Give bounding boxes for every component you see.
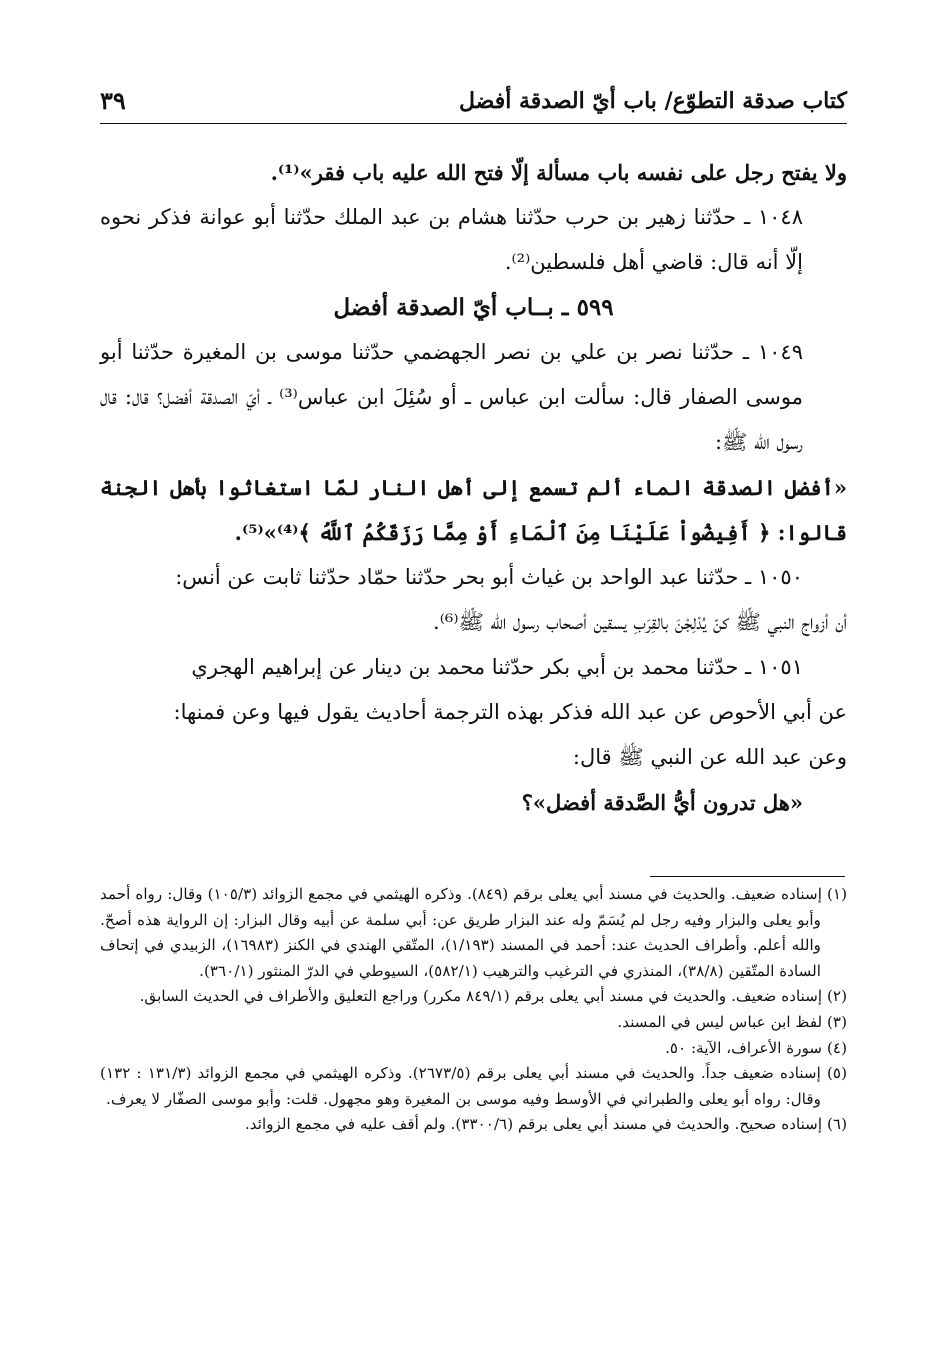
footnote-2: (٢) إسناده ضعيف. والحديث في مسند أبي يعلى برقم (٨٤٩/١ مكرر) وراجع التعليق والأطراف في الحديث السابق.: [139, 987, 847, 1006]
header-rule: [100, 123, 847, 124]
footnote-6: (٦) إسناده صحيح. والحديث في مسند أبي يعلى برقم (٣٣٠٠/٦). ولم أقف عليه في مجمع الزوائد.: [244, 1115, 847, 1134]
chapter-heading: ٥٩٩ ـ بــاب أيّ الصدقة أفضل: [333, 294, 614, 321]
footnote-3: (٣) لفظ ابن عباس ليس في المسند.: [617, 1012, 847, 1031]
hadith-1051-line3: وعن عبد الله عن النبي ﷺ قال:: [572, 745, 847, 769]
header-title: كتاب صدقة التطوّع/ باب أيّ الصدقة أفضل: [458, 88, 847, 114]
footnote-4: (٤) سورة الأعراف، الآية: ٥٠.: [665, 1038, 847, 1057]
page-number: ٣٩: [100, 86, 126, 115]
hadith-1050-quote: أن أزواج النبي ﷺ كنّ يُدْلِجْنَ بالقِرَبِ يسقين أصحاب رسول الله ﷺ⁽⁶⁾.: [433, 610, 847, 634]
hadith-1049: ١٠٤٩ ـ حدّثنا نصر بن علي بن نصر الجهضمي حدّثنا موسى بن المغيرة حدّثنا أبو موسى الصفار قال: سألت ابن عباس ـ أو سُئِلَ ابن عباس⁽³⁾ ـ أيّ الصدقة أفضل؟ قال: قال رسول الله ﷺ:: [100, 340, 803, 454]
hadith-1050: ١٠٥٠ ـ حدّثنا عبد الواحد بن غياث أبو بحر حدّثنا حمّاد حدّثنا ثابت عن أنس:: [175, 565, 803, 589]
hadith-1049-quote: «أفضل الصدقة الماء ألم تسمع إلى أهل النار لمّا استغاثوا بأهل الجنة قالوا: ﴿ أَفِيضُواْ عَلَيْنَا مِنَ ٱلْمَاءِ أَوْ مِمَّا رَزَقَكُمُ ٱللَّهُ ﴾⁽⁴⁾»⁽⁵⁾.: [100, 475, 847, 545]
hadith-1051-quote: «هل تدرون أيُّ الصَّدقة أفضل»؟: [521, 790, 803, 815]
main-text: [100, 150, 847, 825]
hadith-1051-line2: عن أبي الأحوص عن عبد الله فذكر بهذه الترجمة أحاديث يقول فيها وعن فمنها:: [173, 700, 847, 724]
footnote-5: (٥) إسناده ضعيف جداً. والحديث في مسند أبي يعلى برقم (٢٦٧٣/٥). وذكره الهيثمي في مجمع الزوائد (١٣١/٣ : ١٣٢) وقال: رواه أبو يعلى والطبراني في الأوسط وفيه موسى بن المغيرة وهو مجهول. قلت: وأبو موسى الصفّار لا يعرف.: [100, 1064, 848, 1108]
footnote-separator: [650, 876, 845, 877]
running-header: [100, 84, 847, 124]
hadith-continuation: ولا يفتح رجل على نفسه باب مسألة إلّا فتح الله عليه باب فقر»⁽¹⁾.: [270, 160, 847, 185]
hadith-1048: ١٠٤٨ ـ حدّثنا زهير بن حرب حدّثنا هشام بن عبد الملك حدّثنا أبو عوانة فذكر نحوه إلّا أنه قال: قاضي أهل فلسطين⁽²⁾.: [100, 205, 803, 274]
footnote-1: (١) إسناده ضعيف. والحديث في مسند أبي يعلى برقم (٨٤٩). وذكره الهيثمي في مجمع الزوائد (١٠٥/٣) وقال: رواه أحمد وأبو يعلى والبزار وفيه رجل لم يُسَمّ وله عند البزار طريق عن: أبي سلمة عن أبيه وقال البزار: إن الرواية هذه أصحّ. والله أعلم. وأطراف الحديث عند: أحمد في المسند (١/١٩٣)، المتّقي الهندي في الكنز (١٦٩٨٣)، الزبيدي في إتحاف السادة المتّقين (٣٨/٨)، المنذري في الترغيب والترهيب (٥٨٢/١)، السيوطي في الدرّ المنثور (٣٦٠/١).: [100, 885, 847, 980]
hadith-1051: ١٠٥١ ـ حدّثنا محمد بن أبي بكر حدّثنا محمد بن دينار عن إبراهيم الهجري: [191, 655, 803, 679]
footnotes: [100, 882, 847, 1138]
